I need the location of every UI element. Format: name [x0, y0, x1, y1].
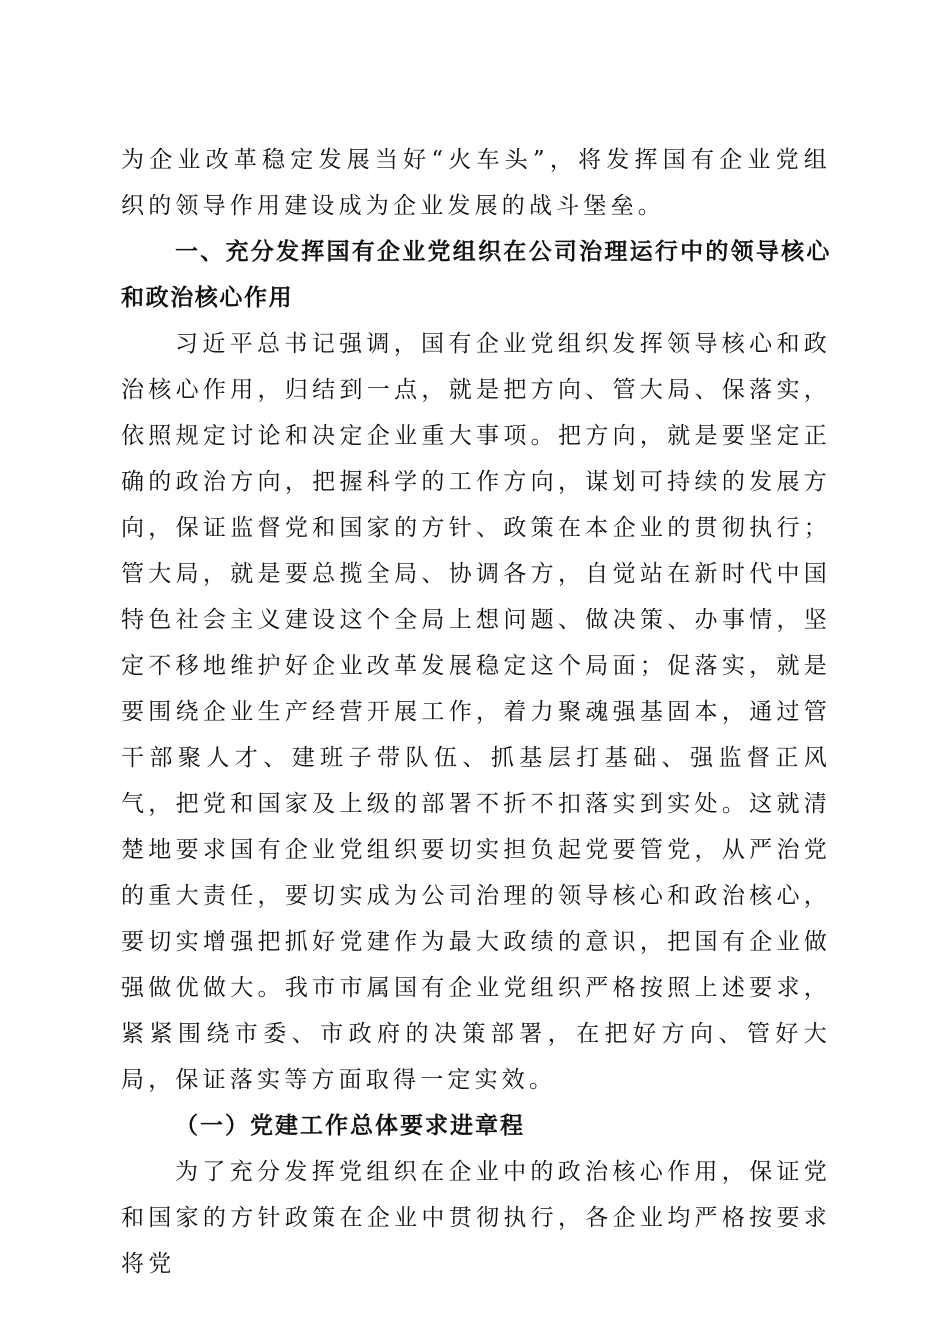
document-body	[121, 137, 831, 1287]
body-paragraph-2: 为了充分发挥党组织在企业中的政治核心作用，保证党和国家的方针政策在企业中贯彻执行，各企业均严格按要求将党	[121, 1159, 831, 1277]
body-paragraph-1: 习近平总书记强调，国有企业党组织发挥领导核心和政治核心作用，归结到一点，就是把方向、管大局、保落实，依照规定讨论和决定企业重大事项。把方向，就是要坚定正确的政治方向，把握科学的工作方向，谋划可持续的发展方向，保证监督党和国家的方针、政策在本企业的贯彻执行；管大局，就是要总揽全局、协调各方，自觉站在新时代中国特色社会主义建设这个全局上想问题、做决策、办事情，坚定不移地维护好企业改革发展稳定这个局面；促落实，就是要围绕企业生产经营开展工作，着力聚魂强基固本，通过管干部聚人才、建班子带队伍、抓基层打基础、强监督正风气，把党和国家及上级的部署不折不扣落实到实处。这就清楚地要求国有企业党组织要切实担负起党要管党，从严治党的重大责任，要切实成为公司治理的领导核心和政治核心，要切实增强把抓好党建作为最大政绩的意识，把国有企业做强做优做大。我市市属国有企业党组织严格按照上述要求，紧紧围绕市委、市政府的决策部署，在把好方向、管好大局，保证落实等方面取得一定实效。	[121, 331, 831, 1093]
subsection-heading-1: （一）党建工作总体要求进章程	[175, 1112, 525, 1139]
intro-paragraph: 为企业改革稳定发展当好“火车头”，将发挥国有企业党组织的领导作用建设成为企业发展的战斗堡垒。	[121, 147, 831, 219]
section-heading-1: 一、充分发挥国有企业党组织在公司治理运行中的领导核心和政治核心作用	[121, 239, 831, 311]
